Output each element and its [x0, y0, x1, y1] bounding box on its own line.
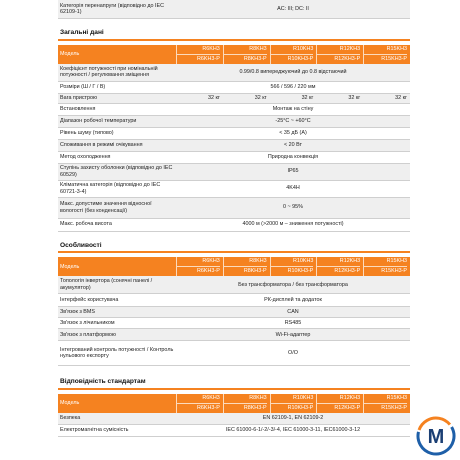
section-title-general: Загальні дані [58, 27, 410, 41]
model-name: R10KH3-P [271, 54, 314, 64]
row-value: AC: III; DC: II [277, 5, 309, 12]
spec-row [58, 64, 410, 82]
row-value: 4000 м (>2000 м – зниження потужності) [242, 221, 344, 228]
row-label: Інтерфейс користувача [60, 297, 119, 304]
spec-row [58, 341, 410, 366]
spec-row [58, 294, 410, 307]
model-columns [176, 257, 410, 276]
spec-row [58, 329, 410, 341]
row-value: Без трансформатора / без трансформатора [238, 281, 348, 288]
row-label: Топологія інвертора (сонячні панелі / акумулятор) [60, 278, 153, 291]
spec-row [58, 307, 410, 318]
model-name: R10KH3-P [271, 403, 314, 413]
model-header-features [58, 257, 410, 276]
model-name: R15KH3-P [364, 266, 407, 276]
row-value: 0 ~ 95% [283, 204, 303, 211]
model-name: R6KH3-P [177, 266, 220, 276]
row-value: IP65 [287, 168, 299, 175]
model-name: R12KH3-P [317, 266, 360, 276]
model-columns [176, 45, 410, 64]
row-value: 0.99/0.8 випереджуючий до 0.8 відстаючий [239, 68, 347, 75]
row-label: Інтегрований контроль потужності / Контроль нульового експорту [60, 346, 174, 360]
spec-row [58, 94, 410, 104]
model-column [316, 394, 363, 413]
spec-row [58, 425, 410, 437]
row-label: Безпека [60, 415, 81, 422]
row-label: Електромагнітна сумісність [60, 427, 129, 434]
row-cell: 32 кг [348, 94, 361, 101]
row-label: Зв'язок з платформою [60, 331, 116, 338]
row-label: Макс. робоча висота [60, 221, 112, 228]
row-label: Встановлення [60, 105, 96, 112]
model-name: R15KH3 [386, 258, 407, 265]
row-value: < 20 Вт [283, 141, 303, 148]
company-logo [416, 416, 456, 456]
model-name: R15KH3-P [364, 54, 407, 64]
model-name: R12KH3 [339, 45, 361, 52]
model-column [363, 45, 410, 64]
features-rows [58, 276, 410, 366]
model-name: R12KH3-P [317, 54, 360, 64]
general-rows [58, 64, 410, 232]
row-value: 566 / 596 / 220 мм [270, 83, 316, 90]
spec-page [58, 0, 410, 437]
model-name: R8KH3 [249, 258, 267, 265]
row-label: Розміри (Ш / Г / В) [60, 83, 106, 90]
row-value: < 35 дБ (A) [279, 129, 307, 136]
model-column [270, 45, 317, 64]
model-column [176, 257, 223, 276]
model-name: R10KH3 [293, 258, 314, 265]
model-name: R8KH3-P [224, 403, 267, 413]
spec-row [58, 82, 410, 94]
model-column [316, 257, 363, 276]
spec-row [58, 116, 410, 128]
model-column [223, 394, 270, 413]
model-name: R15KH3 [386, 45, 407, 52]
row-value [176, 94, 410, 102]
model-name: R6KH3 [202, 258, 220, 265]
spec-row [58, 219, 410, 232]
model-header-standards [58, 394, 410, 413]
row-label: Зв'язок з лічильником [60, 320, 115, 327]
spec-row [58, 318, 410, 329]
spec-row [58, 152, 410, 164]
model-name: R10KH3 [293, 394, 314, 401]
row-label: Ступінь захисту оболонки (відповідно до IEC 60529) [60, 165, 173, 178]
model-column [176, 394, 223, 413]
model-column [270, 394, 317, 413]
section-title-standards: Відповідність стандартам [58, 376, 410, 390]
row-cell: 32 кг [254, 94, 267, 101]
model-name: R15KH3-P [364, 403, 407, 413]
model-column [223, 45, 270, 64]
model-column [223, 257, 270, 276]
row-value: RS485 [284, 320, 302, 327]
row-value: -25°C ~ +60°C [275, 117, 311, 124]
spec-row [58, 128, 410, 140]
model-name: R6KH3-P [177, 54, 220, 64]
model-header-general [58, 45, 410, 64]
model-column [270, 257, 317, 276]
model-name: R6KH3 [202, 394, 220, 401]
row-value: IEC 61000-6-1/-2/-3/-4, IEC 61000-3-11, IEC61000-3-12 [225, 427, 361, 434]
model-column [176, 45, 223, 64]
model-label: Модель [60, 263, 80, 270]
spec-row [58, 140, 410, 152]
row-label: Споживання в режимі очікування [60, 141, 143, 148]
model-name: R6KH3 [202, 45, 220, 52]
row-value: РК-дисплей та додаток [264, 297, 322, 304]
row-label: Кліматична категорія (відповідно до IEC 60721-3-4) [60, 182, 161, 195]
row-value: CAN [287, 309, 299, 316]
model-name: R10KH3-P [271, 266, 314, 276]
spec-row [58, 181, 410, 198]
row-label: Зв'язок з BMS [60, 309, 95, 316]
spec-row [58, 198, 410, 219]
spec-row [58, 104, 410, 116]
row-label: Макс. допустиме значення відносної вологості (без конденсації) [60, 201, 152, 214]
row-cell: 32 кг [301, 94, 314, 101]
row-value: Wi-Fi-адаптер [275, 331, 311, 338]
row-label: Коефіцієнт потужності при номінальній потужності / регулювання зміщення [60, 65, 158, 79]
model-name: R12KH3 [339, 258, 361, 265]
row-value: EN 62109-1, EN 62109-2 [262, 415, 324, 422]
spec-row [58, 413, 410, 425]
model-name: R12KH3-P [317, 403, 360, 413]
model-column [363, 394, 410, 413]
row-value: 4K4H [286, 185, 300, 192]
section-title-features: Особливості [58, 240, 410, 254]
standards-rows [58, 413, 410, 437]
model-name: R12KH3 [339, 394, 361, 401]
row-cell: 32 кг [395, 94, 407, 101]
row-cell: 32 кг [207, 94, 220, 101]
row-label: Рівень шуму (типово) [60, 129, 114, 136]
model-label: Модель [60, 50, 80, 57]
row-value: Монтаж на стіну [272, 105, 314, 112]
model-name: R8KH3-P [224, 54, 267, 64]
model-name: R8KH3 [249, 394, 267, 401]
model-name: R10KH3 [293, 45, 314, 52]
row-label: Метод охолодження [60, 153, 111, 160]
model-name: R8KH3-P [224, 266, 267, 276]
row-value: O/O [288, 350, 298, 357]
model-name: R15KH3 [386, 394, 407, 401]
spec-row [58, 276, 410, 294]
model-name: R6KH3-P [177, 403, 220, 413]
spec-row-overvoltage [58, 0, 410, 19]
model-label: Модель [60, 400, 80, 407]
logo-letter: M [427, 426, 445, 448]
model-name: R8KH3 [249, 45, 267, 52]
row-label: Категорія перенапруги (відповідно до IEC 62109-1) [60, 2, 165, 15]
spec-row [58, 164, 410, 181]
model-columns [176, 394, 410, 413]
row-value: Природна конвекція [267, 153, 319, 160]
model-column [316, 45, 363, 64]
model-column [363, 257, 410, 276]
row-label: Вага пристрою [60, 94, 98, 101]
row-label: Діапазон робочої температури [60, 117, 137, 124]
